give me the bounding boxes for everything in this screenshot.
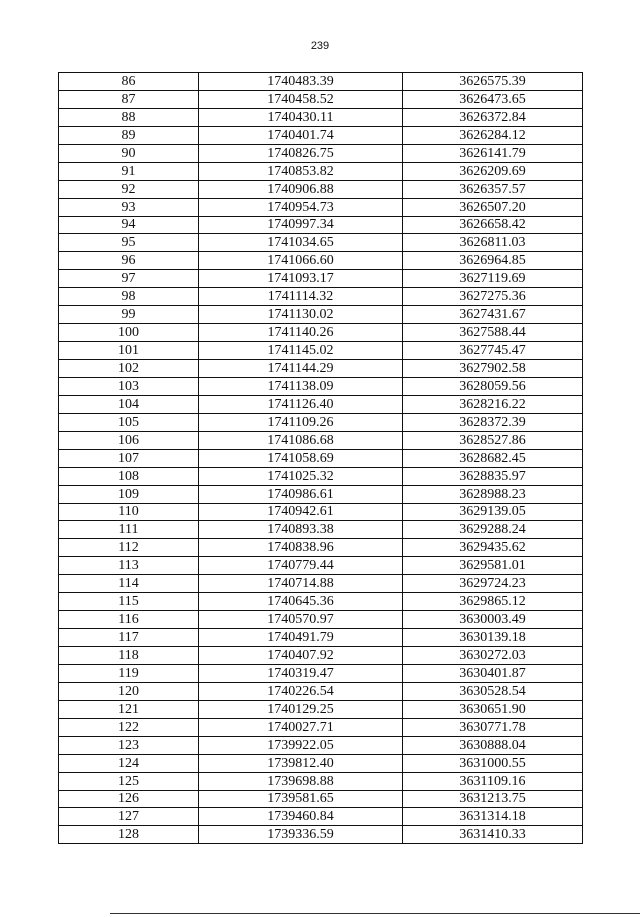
point-number-cell: 122: [59, 718, 199, 736]
point-number-cell: 88: [59, 108, 199, 126]
point-number-cell: 124: [59, 754, 199, 772]
table-row: [59, 234, 583, 252]
x-coordinate-cell: 1740319.47: [199, 664, 403, 682]
table-row: [59, 449, 583, 467]
table-row: [59, 467, 583, 485]
x-coordinate-cell: 1739812.40: [199, 754, 403, 772]
y-coordinate-cell: 3631213.75: [403, 790, 583, 808]
y-coordinate-cell: 3630888.04: [403, 736, 583, 754]
x-coordinate-cell: 1740483.39: [199, 73, 403, 91]
x-coordinate-cell: 1740826.75: [199, 144, 403, 162]
point-number-cell: 98: [59, 288, 199, 306]
x-coordinate-cell: 1740942.61: [199, 503, 403, 521]
table-row: [59, 216, 583, 234]
y-coordinate-cell: 3628059.56: [403, 377, 583, 395]
point-number-cell: 104: [59, 395, 199, 413]
y-coordinate-cell: 3628988.23: [403, 485, 583, 503]
table-row: [59, 539, 583, 557]
x-coordinate-cell: 1740458.52: [199, 90, 403, 108]
point-number-cell: 123: [59, 736, 199, 754]
y-coordinate-cell: 3626811.03: [403, 234, 583, 252]
point-number-cell: 110: [59, 503, 199, 521]
point-number-cell: 89: [59, 126, 199, 144]
point-number-cell: 100: [59, 324, 199, 342]
point-number-cell: 125: [59, 772, 199, 790]
y-coordinate-cell: 3631314.18: [403, 808, 583, 826]
x-coordinate-cell: 1740570.97: [199, 611, 403, 629]
x-coordinate-cell: 1740401.74: [199, 126, 403, 144]
table-row: [59, 664, 583, 682]
y-coordinate-cell: 3630528.54: [403, 682, 583, 700]
point-number-cell: 105: [59, 413, 199, 431]
point-number-cell: 128: [59, 826, 199, 844]
point-number-cell: 113: [59, 557, 199, 575]
table-row: [59, 718, 583, 736]
point-number-cell: 120: [59, 682, 199, 700]
point-number-cell: 106: [59, 431, 199, 449]
table-row: [59, 180, 583, 198]
table-row: [59, 360, 583, 378]
table-row: [59, 790, 583, 808]
y-coordinate-cell: 3626284.12: [403, 126, 583, 144]
table-row: [59, 108, 583, 126]
x-coordinate-cell: 1741130.02: [199, 306, 403, 324]
table-row: [59, 73, 583, 91]
table-row: [59, 772, 583, 790]
table-row: [59, 736, 583, 754]
table-row: [59, 162, 583, 180]
y-coordinate-cell: 3631410.33: [403, 826, 583, 844]
y-coordinate-cell: 3626209.69: [403, 162, 583, 180]
y-coordinate-cell: 3626575.39: [403, 73, 583, 91]
y-coordinate-cell: 3626507.20: [403, 198, 583, 216]
x-coordinate-cell: 1740407.92: [199, 647, 403, 665]
table-row: [59, 377, 583, 395]
y-coordinate-cell: 3627902.58: [403, 360, 583, 378]
footer-rule: [110, 913, 640, 914]
x-coordinate-cell: 1739922.05: [199, 736, 403, 754]
table-row: [59, 395, 583, 413]
y-coordinate-cell: 3628835.97: [403, 467, 583, 485]
y-coordinate-cell: 3627745.47: [403, 342, 583, 360]
x-coordinate-cell: 1739336.59: [199, 826, 403, 844]
point-number-cell: 101: [59, 342, 199, 360]
y-coordinate-cell: 3626357.57: [403, 180, 583, 198]
point-number-cell: 126: [59, 790, 199, 808]
x-coordinate-cell: 1740430.11: [199, 108, 403, 126]
x-coordinate-cell: 1739460.84: [199, 808, 403, 826]
table-row: [59, 342, 583, 360]
table-row: [59, 575, 583, 593]
x-coordinate-cell: 1739581.65: [199, 790, 403, 808]
x-coordinate-cell: 1741058.69: [199, 449, 403, 467]
point-number-cell: 109: [59, 485, 199, 503]
point-number-cell: 96: [59, 252, 199, 270]
point-number-cell: 99: [59, 306, 199, 324]
x-coordinate-cell: 1740129.25: [199, 700, 403, 718]
y-coordinate-cell: 3626141.79: [403, 144, 583, 162]
table-row: [59, 324, 583, 342]
point-number-cell: 94: [59, 216, 199, 234]
coordinates-table-body: [59, 73, 583, 844]
table-row: [59, 826, 583, 844]
y-coordinate-cell: 3629288.24: [403, 521, 583, 539]
table-row: [59, 503, 583, 521]
x-coordinate-cell: 1740906.88: [199, 180, 403, 198]
table-row: [59, 288, 583, 306]
point-number-cell: 119: [59, 664, 199, 682]
x-coordinate-cell: 1740491.79: [199, 629, 403, 647]
y-coordinate-cell: 3627275.36: [403, 288, 583, 306]
y-coordinate-cell: 3631109.16: [403, 772, 583, 790]
y-coordinate-cell: 3629435.62: [403, 539, 583, 557]
y-coordinate-cell: 3626372.84: [403, 108, 583, 126]
table-row: [59, 144, 583, 162]
table-row: [59, 611, 583, 629]
point-number-cell: 86: [59, 73, 199, 91]
x-coordinate-cell: 1741138.09: [199, 377, 403, 395]
y-coordinate-cell: 3627588.44: [403, 324, 583, 342]
x-coordinate-cell: 1740779.44: [199, 557, 403, 575]
y-coordinate-cell: 3628527.86: [403, 431, 583, 449]
y-coordinate-cell: 3631000.55: [403, 754, 583, 772]
x-coordinate-cell: 1740027.71: [199, 718, 403, 736]
point-number-cell: 117: [59, 629, 199, 647]
point-number-cell: 115: [59, 593, 199, 611]
x-coordinate-cell: 1741066.60: [199, 252, 403, 270]
point-number-cell: 103: [59, 377, 199, 395]
y-coordinate-cell: 3627431.67: [403, 306, 583, 324]
table-row: [59, 270, 583, 288]
coordinates-table: [58, 72, 583, 844]
point-number-cell: 95: [59, 234, 199, 252]
x-coordinate-cell: 1740714.88: [199, 575, 403, 593]
point-number-cell: 102: [59, 360, 199, 378]
table-row: [59, 629, 583, 647]
y-coordinate-cell: 3626658.42: [403, 216, 583, 234]
x-coordinate-cell: 1740226.54: [199, 682, 403, 700]
y-coordinate-cell: 3628216.22: [403, 395, 583, 413]
point-number-cell: 118: [59, 647, 199, 665]
point-number-cell: 91: [59, 162, 199, 180]
table-row: [59, 593, 583, 611]
y-coordinate-cell: 3630272.03: [403, 647, 583, 665]
point-number-cell: 92: [59, 180, 199, 198]
y-coordinate-cell: 3630401.87: [403, 664, 583, 682]
point-number-cell: 127: [59, 808, 199, 826]
x-coordinate-cell: 1741114.32: [199, 288, 403, 306]
y-coordinate-cell: 3626473.65: [403, 90, 583, 108]
y-coordinate-cell: 3626964.85: [403, 252, 583, 270]
table-row: [59, 306, 583, 324]
table-row: [59, 700, 583, 718]
point-number-cell: 112: [59, 539, 199, 557]
x-coordinate-cell: 1741093.17: [199, 270, 403, 288]
point-number-cell: 90: [59, 144, 199, 162]
x-coordinate-cell: 1741144.29: [199, 360, 403, 378]
table-row: [59, 485, 583, 503]
y-coordinate-cell: 3629581.01: [403, 557, 583, 575]
x-coordinate-cell: 1741025.32: [199, 467, 403, 485]
y-coordinate-cell: 3630771.78: [403, 718, 583, 736]
table-row: [59, 431, 583, 449]
y-coordinate-cell: 3627119.69: [403, 270, 583, 288]
x-coordinate-cell: 1739698.88: [199, 772, 403, 790]
x-coordinate-cell: 1740645.36: [199, 593, 403, 611]
table-row: [59, 252, 583, 270]
point-number-cell: 97: [59, 270, 199, 288]
page-number: 239: [310, 40, 330, 52]
table-row: [59, 754, 583, 772]
table-row: [59, 521, 583, 539]
table-row: [59, 413, 583, 431]
point-number-cell: 121: [59, 700, 199, 718]
y-coordinate-cell: 3630003.49: [403, 611, 583, 629]
x-coordinate-cell: 1741140.26: [199, 324, 403, 342]
y-coordinate-cell: 3628682.45: [403, 449, 583, 467]
point-number-cell: 111: [59, 521, 199, 539]
table-row: [59, 90, 583, 108]
point-number-cell: 114: [59, 575, 199, 593]
x-coordinate-cell: 1741126.40: [199, 395, 403, 413]
y-coordinate-cell: 3629724.23: [403, 575, 583, 593]
x-coordinate-cell: 1740893.38: [199, 521, 403, 539]
y-coordinate-cell: 3629865.12: [403, 593, 583, 611]
y-coordinate-cell: 3628372.39: [403, 413, 583, 431]
table-row: [59, 647, 583, 665]
x-coordinate-cell: 1741086.68: [199, 431, 403, 449]
table-row: [59, 198, 583, 216]
point-number-cell: 116: [59, 611, 199, 629]
x-coordinate-cell: 1740954.73: [199, 198, 403, 216]
table-row: [59, 126, 583, 144]
point-number-cell: 87: [59, 90, 199, 108]
x-coordinate-cell: 1740986.61: [199, 485, 403, 503]
x-coordinate-cell: 1741145.02: [199, 342, 403, 360]
point-number-cell: 93: [59, 198, 199, 216]
x-coordinate-cell: 1740997.34: [199, 216, 403, 234]
x-coordinate-cell: 1741109.26: [199, 413, 403, 431]
y-coordinate-cell: 3630651.90: [403, 700, 583, 718]
point-number-cell: 108: [59, 467, 199, 485]
x-coordinate-cell: 1740838.96: [199, 539, 403, 557]
x-coordinate-cell: 1741034.65: [199, 234, 403, 252]
table-row: [59, 682, 583, 700]
table-row: [59, 557, 583, 575]
table-row: [59, 808, 583, 826]
y-coordinate-cell: 3629139.05: [403, 503, 583, 521]
point-number-cell: 107: [59, 449, 199, 467]
y-coordinate-cell: 3630139.18: [403, 629, 583, 647]
x-coordinate-cell: 1740853.82: [199, 162, 403, 180]
